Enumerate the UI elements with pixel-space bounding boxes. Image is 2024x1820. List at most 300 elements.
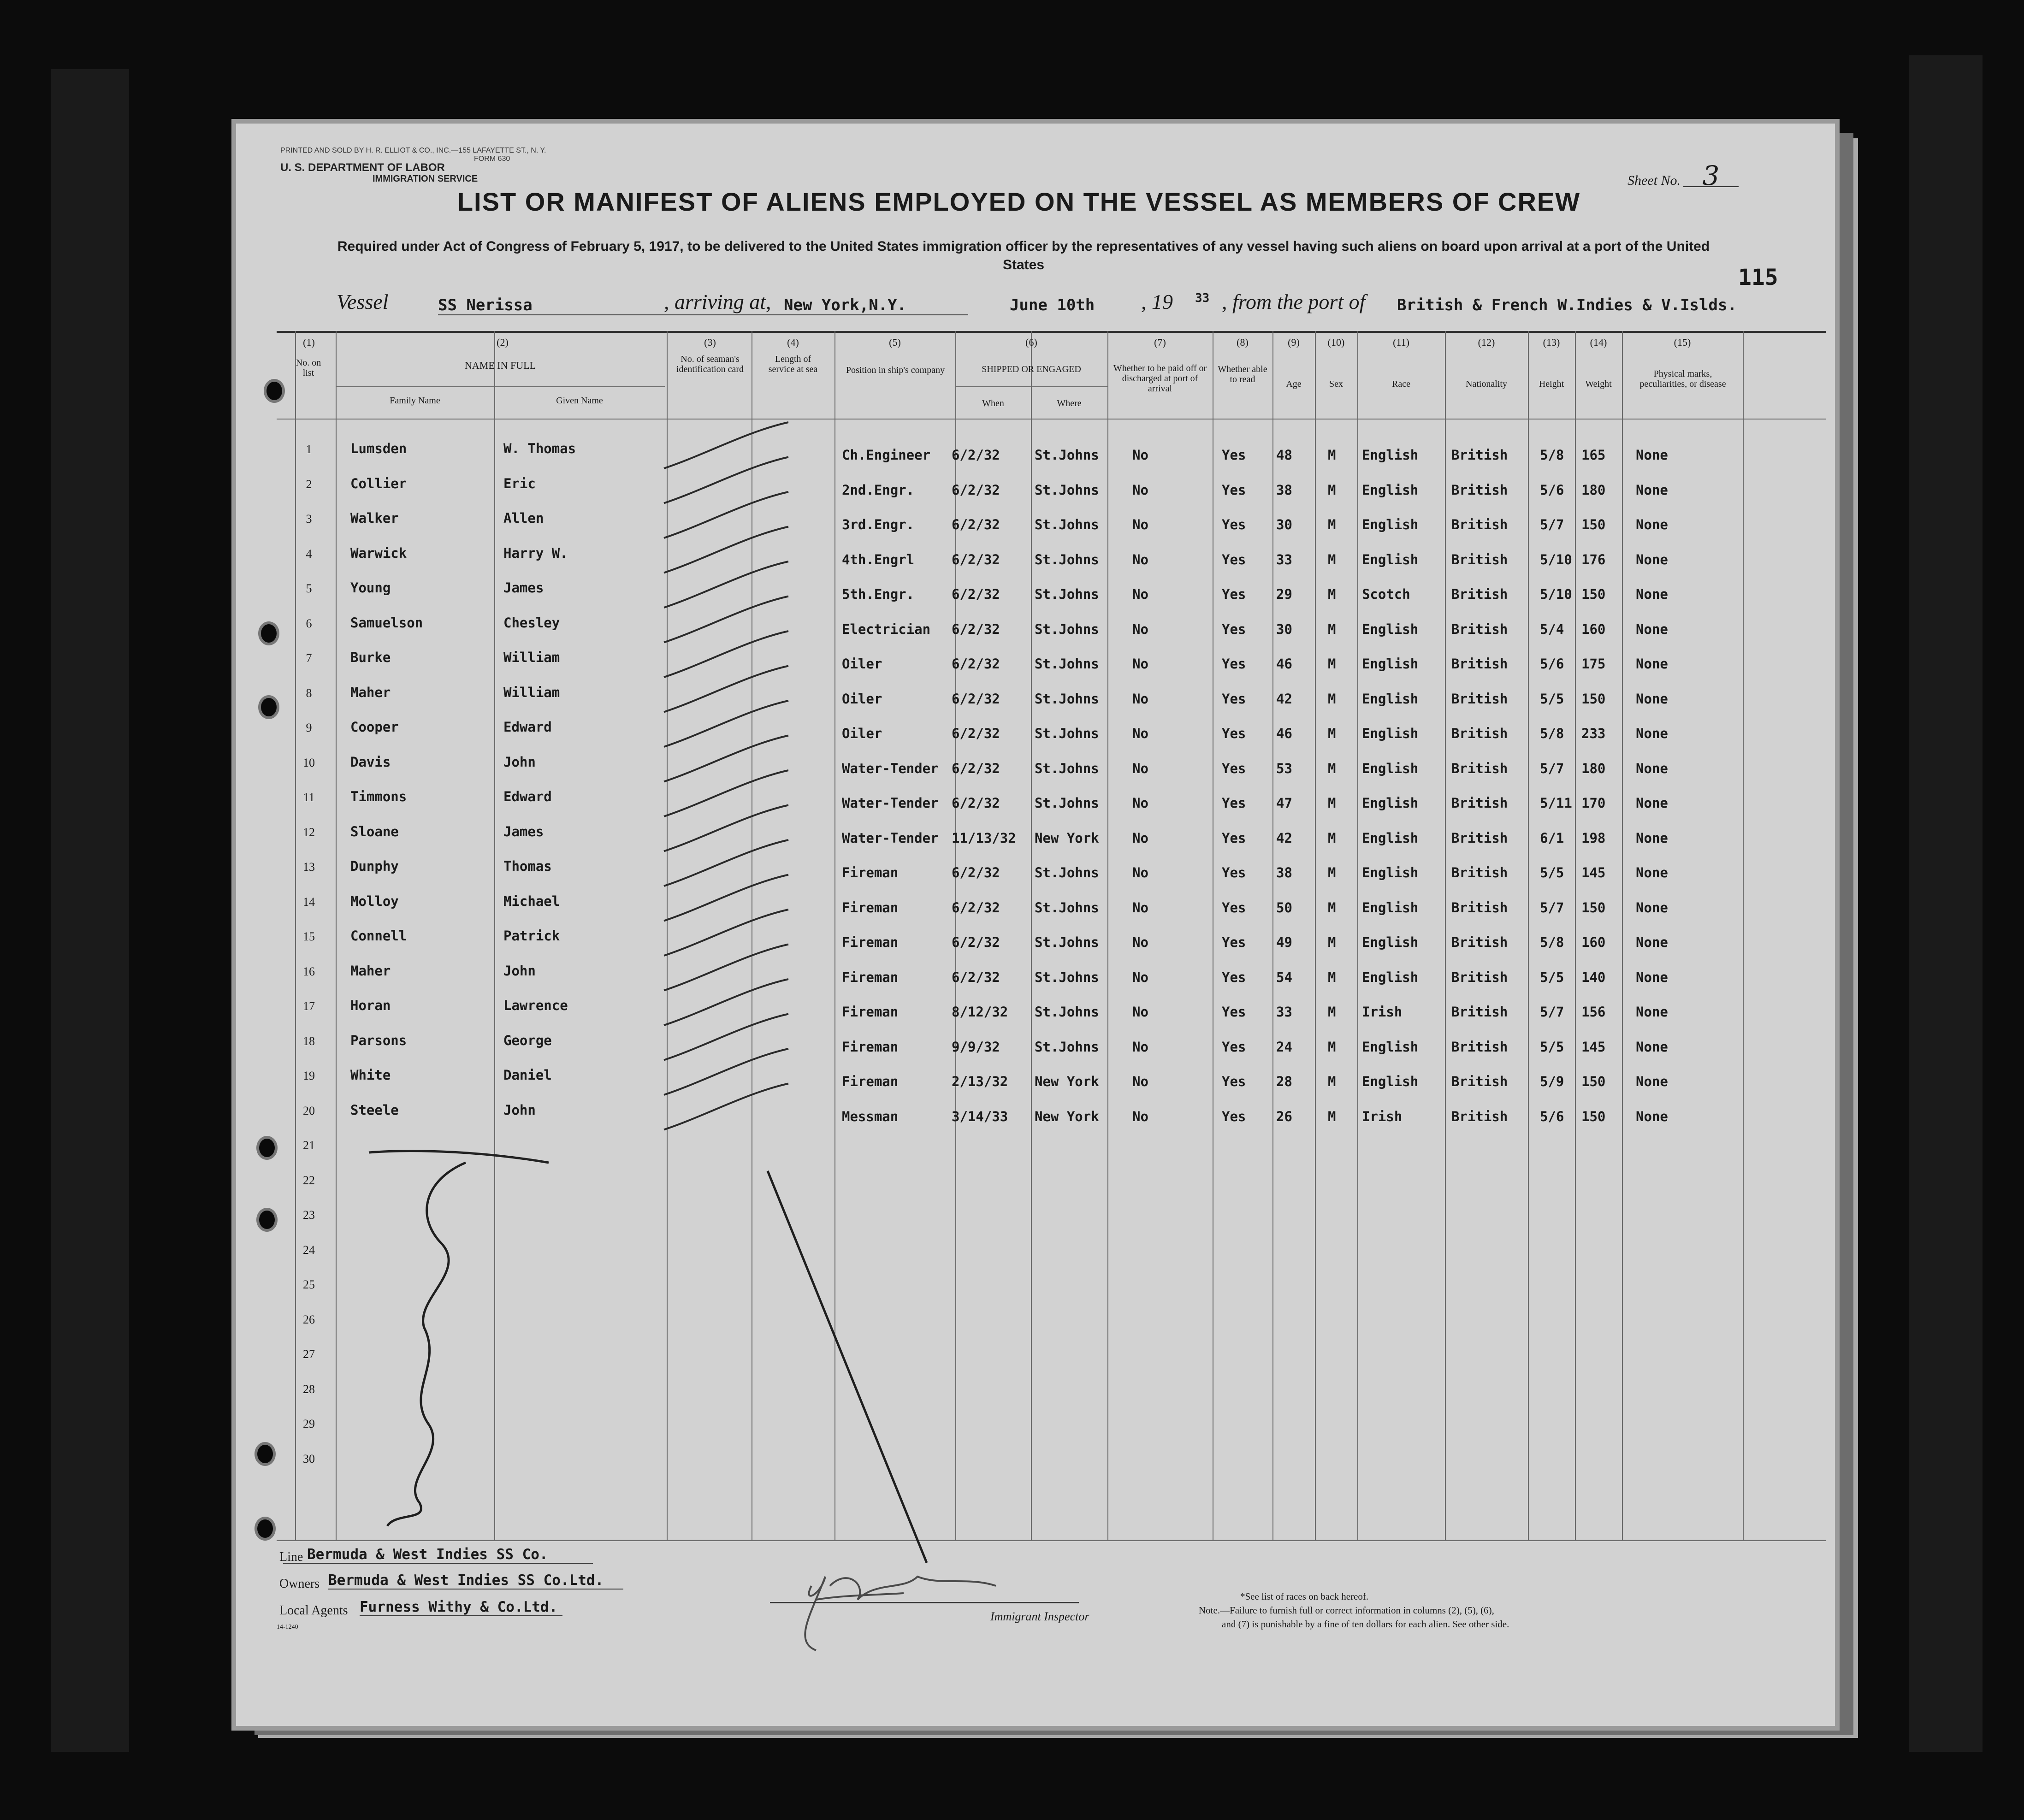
row-number: 18 bbox=[303, 1034, 315, 1048]
cell-read: Yes bbox=[1222, 656, 1246, 672]
cell-weight: 165 bbox=[1581, 447, 1606, 463]
cell-where: St.Johns bbox=[1035, 1004, 1099, 1020]
cell-sex: M bbox=[1328, 726, 1336, 741]
cell-given: W. Thomas bbox=[503, 441, 576, 456]
cell-age: 30 bbox=[1276, 517, 1292, 532]
row-number-empty: 26 bbox=[303, 1312, 315, 1326]
cell-read: Yes bbox=[1222, 760, 1246, 776]
colnum-15: (15) bbox=[1674, 337, 1691, 348]
cell-when: 6/2/32 bbox=[952, 482, 1000, 498]
cell-age: 42 bbox=[1276, 830, 1292, 846]
header-height: Height bbox=[1539, 379, 1564, 389]
page-number: 115 bbox=[1738, 265, 1778, 290]
form-number: FORM 630 bbox=[474, 155, 510, 163]
cell-family: Timmons bbox=[350, 789, 407, 804]
row-number-empty: 28 bbox=[303, 1382, 315, 1396]
cell-weight: 145 bbox=[1581, 865, 1606, 880]
cell-marks: None bbox=[1636, 1074, 1668, 1089]
cell-given: James bbox=[503, 580, 544, 596]
cell-position: 2nd.Engr. bbox=[842, 482, 915, 498]
cell-given: Eric bbox=[503, 475, 536, 491]
cell-sex: M bbox=[1328, 795, 1336, 811]
colnum-4: (4) bbox=[787, 337, 799, 348]
cell-weight: 180 bbox=[1581, 760, 1606, 776]
cell-position: Water-Tender bbox=[842, 830, 939, 846]
cell-sex: M bbox=[1328, 551, 1336, 567]
cell-race: English bbox=[1362, 517, 1419, 532]
row-number: 17 bbox=[303, 999, 315, 1013]
header-family-name: Family Name bbox=[390, 396, 440, 406]
owners-value: Bermuda & West Indies SS Co.Ltd. bbox=[328, 1572, 623, 1590]
cell-weight: 160 bbox=[1581, 934, 1606, 950]
cell-given: John bbox=[503, 963, 536, 979]
cell-age: 42 bbox=[1276, 691, 1292, 707]
signature-line bbox=[770, 1602, 1079, 1603]
cell-when: 11/13/32 bbox=[952, 830, 1016, 846]
cell-read: Yes bbox=[1222, 447, 1246, 463]
row-number: 14 bbox=[303, 895, 315, 909]
cell-weight: 150 bbox=[1581, 517, 1606, 532]
cell-weight: 156 bbox=[1581, 1004, 1606, 1020]
cell-race: Irish bbox=[1362, 1108, 1403, 1124]
cell-sex: M bbox=[1328, 1004, 1336, 1020]
cell-given: Michael bbox=[503, 893, 560, 909]
cell-read: Yes bbox=[1222, 1074, 1246, 1089]
cell-given: Allen bbox=[503, 510, 544, 526]
cell-height: 5/5 bbox=[1540, 865, 1564, 880]
cell-read: Yes bbox=[1222, 934, 1246, 950]
cell-sex: M bbox=[1328, 1074, 1336, 1089]
cell-weight: 176 bbox=[1581, 551, 1606, 567]
header-age: Age bbox=[1286, 379, 1302, 389]
header-sex: Sex bbox=[1329, 379, 1343, 389]
colnum-2: (2) bbox=[497, 337, 509, 348]
cell-where: St.Johns bbox=[1035, 969, 1099, 985]
cell-read: Yes bbox=[1222, 1108, 1246, 1124]
row-number: 3 bbox=[306, 512, 312, 526]
colnum-1: (1) bbox=[303, 337, 315, 348]
cell-sex: M bbox=[1328, 517, 1336, 532]
cell-age: 47 bbox=[1276, 795, 1292, 811]
cell-position: Oiler bbox=[842, 656, 882, 672]
cell-nat: British bbox=[1451, 795, 1508, 811]
cell-marks: None bbox=[1636, 726, 1668, 741]
cell-where: St.Johns bbox=[1035, 1039, 1099, 1055]
cell-family: Dunphy bbox=[350, 858, 399, 874]
cell-read: Yes bbox=[1222, 482, 1246, 498]
cell-nat: British bbox=[1451, 760, 1508, 776]
department-name: U. S. DEPARTMENT OF LABOR bbox=[280, 161, 445, 174]
cell-read: Yes bbox=[1222, 969, 1246, 985]
cell-read: Yes bbox=[1222, 551, 1246, 567]
line-label: Line bbox=[279, 1550, 303, 1564]
note-failure: Note.—Failure to furnish full or correct information in columns (2), (5), (6), bbox=[1199, 1605, 1494, 1616]
cell-family: Davis bbox=[350, 754, 391, 770]
header-name-in-full: NAME IN FULL bbox=[465, 360, 536, 371]
year-prefix: , 19 bbox=[1141, 290, 1173, 313]
cell-race: English bbox=[1362, 1074, 1419, 1089]
cell-nat: British bbox=[1451, 691, 1508, 707]
row-number: 9 bbox=[306, 721, 312, 734]
cell-age: 24 bbox=[1276, 1039, 1292, 1055]
sheet-number-label: Sheet No. bbox=[1627, 173, 1681, 188]
cell-where: St.Johns bbox=[1035, 586, 1099, 602]
cell-where: St.Johns bbox=[1035, 621, 1099, 637]
cell-when: 6/2/32 bbox=[952, 760, 1000, 776]
cell-marks: None bbox=[1636, 760, 1668, 776]
cell-marks: None bbox=[1636, 447, 1668, 463]
cell-height: 5/8 bbox=[1540, 934, 1564, 950]
page-title: LIST OR MANIFEST OF ALIENS EMPLOYED ON THE VESSEL AS MEMBERS OF CREW bbox=[457, 187, 1581, 216]
cell-marks: None bbox=[1636, 830, 1668, 846]
header-nationality: Nationality bbox=[1466, 379, 1507, 389]
arrival-date: June 10th bbox=[1010, 296, 1095, 314]
cell-race: Scotch bbox=[1362, 586, 1410, 602]
colnum-8: (8) bbox=[1237, 337, 1249, 348]
row-number: 8 bbox=[306, 686, 312, 700]
cell-read: Yes bbox=[1222, 795, 1246, 811]
cell-given: James bbox=[503, 823, 544, 839]
cell-paid: No bbox=[1132, 1074, 1148, 1089]
colnum-3: (3) bbox=[704, 337, 716, 348]
cell-when: 6/2/32 bbox=[952, 551, 1000, 567]
cell-height: 5/7 bbox=[1540, 899, 1564, 916]
cell-when: 6/2/32 bbox=[952, 899, 1000, 916]
row-number: 12 bbox=[303, 825, 315, 839]
cell-marks: None bbox=[1636, 1039, 1668, 1055]
row-number: 2 bbox=[306, 477, 312, 491]
vessel-name: SS Nerissa bbox=[438, 296, 968, 315]
arriving-label: , arriving at, bbox=[664, 290, 771, 313]
row-number: 20 bbox=[303, 1104, 315, 1117]
cell-marks: None bbox=[1636, 621, 1668, 637]
header-given-name: Given Name bbox=[556, 396, 603, 406]
cell-where: St.Johns bbox=[1035, 517, 1099, 532]
cell-sex: M bbox=[1328, 1039, 1336, 1055]
header-shipped: SHIPPED OR ENGAGED bbox=[982, 364, 1081, 374]
cell-weight: 160 bbox=[1581, 621, 1606, 637]
cell-nat: British bbox=[1451, 517, 1508, 532]
colnum-5: (5) bbox=[889, 337, 901, 348]
cell-position: Fireman bbox=[842, 969, 899, 985]
cell-family: Collier bbox=[350, 475, 407, 491]
cell-height: 5/10 bbox=[1540, 586, 1572, 602]
cell-race: English bbox=[1362, 969, 1419, 985]
cell-paid: No bbox=[1132, 656, 1148, 672]
header-able-read: Whether able to read bbox=[1218, 364, 1267, 384]
header-physical-marks: Physical marks, peculiarities, or disease bbox=[1639, 369, 1726, 389]
cell-age: 26 bbox=[1276, 1108, 1292, 1124]
cell-nat: British bbox=[1451, 1074, 1508, 1089]
cell-age: 29 bbox=[1276, 586, 1292, 602]
header-where: Where bbox=[1057, 398, 1082, 408]
cell-paid: No bbox=[1132, 899, 1148, 916]
cell-sex: M bbox=[1328, 586, 1336, 602]
row-number-empty: 30 bbox=[303, 1452, 315, 1465]
cell-when: 6/2/32 bbox=[952, 969, 1000, 985]
cell-weight: 180 bbox=[1581, 482, 1606, 498]
cell-family: Lumsden bbox=[350, 441, 407, 456]
cell-weight: 150 bbox=[1581, 691, 1606, 707]
header-paid-off: Whether to be paid off or discharged at port of arrival bbox=[1113, 363, 1207, 394]
cell-weight: 150 bbox=[1581, 586, 1606, 602]
inspector-signature bbox=[805, 1577, 996, 1650]
row-number-empty: 24 bbox=[303, 1243, 315, 1257]
cell-given: Edward bbox=[503, 789, 552, 804]
cell-age: 46 bbox=[1276, 726, 1292, 741]
from-port: British & French W.Indies & V.Islds. bbox=[1397, 296, 1737, 314]
cell-family: Steele bbox=[350, 1102, 399, 1118]
cell-race: English bbox=[1362, 934, 1419, 950]
cell-race: English bbox=[1362, 760, 1419, 776]
cell-height: 5/10 bbox=[1540, 551, 1572, 567]
row-number-empty: 23 bbox=[303, 1208, 315, 1222]
cell-position: 4th.Engrl bbox=[842, 551, 915, 567]
cell-sex: M bbox=[1328, 621, 1336, 637]
cell-position: Fireman bbox=[842, 1004, 899, 1020]
cell-age: 30 bbox=[1276, 621, 1292, 637]
header-race: Race bbox=[1392, 379, 1410, 389]
cell-age: 54 bbox=[1276, 969, 1292, 985]
cell-marks: None bbox=[1636, 691, 1668, 707]
cell-read: Yes bbox=[1222, 726, 1246, 741]
row-number-empty: 21 bbox=[303, 1139, 315, 1152]
cell-read: Yes bbox=[1222, 1039, 1246, 1055]
cell-family: Cooper bbox=[350, 719, 399, 735]
cell-when: 6/2/32 bbox=[952, 934, 1000, 950]
row-number: 4 bbox=[306, 547, 312, 561]
cell-race: English bbox=[1362, 656, 1419, 672]
cell-where: St.Johns bbox=[1035, 447, 1099, 463]
cell-when: 3/14/33 bbox=[952, 1108, 1008, 1124]
cell-paid: No bbox=[1132, 795, 1148, 811]
cell-height: 6/1 bbox=[1540, 830, 1564, 846]
header-weight: Weight bbox=[1585, 379, 1612, 389]
cell-position: Fireman bbox=[842, 865, 899, 880]
cell-where: New York bbox=[1035, 830, 1099, 846]
cell-given: Lawrence bbox=[503, 998, 568, 1013]
cell-when: 6/2/32 bbox=[952, 691, 1000, 707]
header-when: When bbox=[982, 398, 1004, 408]
cell-marks: None bbox=[1636, 1108, 1668, 1124]
cell-paid: No bbox=[1132, 691, 1148, 707]
year-suffix: 33 bbox=[1195, 291, 1210, 305]
colnum-6: (6) bbox=[1025, 337, 1037, 348]
cell-read: Yes bbox=[1222, 517, 1246, 532]
footer-note bbox=[1199, 1590, 1509, 1631]
printer-line: PRINTED AND SOLD BY H. R. ELLIOT & CO., INC.—155 LAFAYETTE ST., N. Y. bbox=[280, 147, 546, 154]
row-number: 13 bbox=[303, 860, 315, 874]
cell-paid: No bbox=[1132, 934, 1148, 950]
cell-position: Oiler bbox=[842, 726, 882, 741]
cell-when: 6/2/32 bbox=[952, 447, 1000, 463]
cell-race: English bbox=[1362, 795, 1419, 811]
cell-when: 2/13/32 bbox=[952, 1074, 1008, 1089]
cell-height: 5/7 bbox=[1540, 517, 1564, 532]
cell-given: Edward bbox=[503, 719, 552, 735]
cell-position: Ch.Engineer bbox=[842, 447, 931, 463]
cell-family: Connell bbox=[350, 928, 407, 944]
cell-marks: None bbox=[1636, 899, 1668, 916]
cell-nat: British bbox=[1451, 934, 1508, 950]
cell-height: 5/5 bbox=[1540, 1039, 1564, 1055]
cell-position: 5th.Engr. bbox=[842, 586, 915, 602]
cell-nat: British bbox=[1451, 899, 1508, 916]
cell-paid: No bbox=[1132, 969, 1148, 985]
owners-label: Owners bbox=[279, 1577, 320, 1591]
cell-height: 5/5 bbox=[1540, 691, 1564, 707]
cell-paid: No bbox=[1132, 760, 1148, 776]
cell-position: Fireman bbox=[842, 934, 899, 950]
cell-where: St.Johns bbox=[1035, 934, 1099, 950]
cell-race: English bbox=[1362, 899, 1419, 916]
cell-age: 53 bbox=[1276, 760, 1292, 776]
cell-where: St.Johns bbox=[1035, 551, 1099, 567]
cell-when: 6/2/32 bbox=[952, 586, 1000, 602]
cell-family: Samuelson bbox=[350, 615, 423, 631]
cell-given: William bbox=[503, 684, 560, 700]
row-number: 7 bbox=[306, 651, 312, 665]
colnum-10: (10) bbox=[1327, 337, 1345, 348]
row-number-empty: 29 bbox=[303, 1417, 315, 1430]
cell-position: Fireman bbox=[842, 1039, 899, 1055]
row-number: 1 bbox=[306, 443, 312, 456]
cell-paid: No bbox=[1132, 517, 1148, 532]
cell-family: Parsons bbox=[350, 1032, 407, 1048]
cell-height: 5/5 bbox=[1540, 969, 1564, 985]
cell-sex: M bbox=[1328, 656, 1336, 672]
cell-paid: No bbox=[1132, 551, 1148, 567]
diagonal-cancel-line bbox=[768, 1171, 927, 1563]
note-fine: and (7) is punishable by a fine of ten dollars for each alien. See other side. bbox=[1222, 1619, 1509, 1630]
cell-race: English bbox=[1362, 1039, 1419, 1055]
cell-weight: 150 bbox=[1581, 1074, 1606, 1089]
cell-age: 38 bbox=[1276, 482, 1292, 498]
agents-label: Local Agents bbox=[279, 1603, 348, 1618]
cell-position: Water-Tender bbox=[842, 760, 939, 776]
cell-position: Oiler bbox=[842, 691, 882, 707]
cell-sex: M bbox=[1328, 865, 1336, 880]
cell-height: 5/9 bbox=[1540, 1074, 1564, 1089]
cell-sex: M bbox=[1328, 1108, 1336, 1124]
cell-weight: 170 bbox=[1581, 795, 1606, 811]
cell-where: St.Johns bbox=[1035, 482, 1099, 498]
row-number-empty: 22 bbox=[303, 1173, 315, 1187]
cell-given: Patrick bbox=[503, 928, 560, 944]
cell-read: Yes bbox=[1222, 830, 1246, 846]
cell-height: 5/11 bbox=[1540, 795, 1572, 811]
cell-position: Fireman bbox=[842, 899, 899, 916]
cell-when: 6/2/32 bbox=[952, 726, 1000, 741]
cell-race: English bbox=[1362, 621, 1419, 637]
cell-weight: 198 bbox=[1581, 830, 1606, 846]
header-no-on-list: No. on list bbox=[296, 358, 321, 378]
cell-sex: M bbox=[1328, 691, 1336, 707]
cell-when: 6/2/32 bbox=[952, 865, 1000, 880]
cell-marks: None bbox=[1636, 586, 1668, 602]
cell-marks: None bbox=[1636, 656, 1668, 672]
colnum-14: (14) bbox=[1590, 337, 1607, 348]
cell-paid: No bbox=[1132, 621, 1148, 637]
cell-sex: M bbox=[1328, 482, 1336, 498]
cell-marks: None bbox=[1636, 969, 1668, 985]
cell-given: Thomas bbox=[503, 858, 552, 874]
service-name: IMMIGRATION SERVICE bbox=[373, 174, 478, 184]
cell-marks: None bbox=[1636, 934, 1668, 950]
cell-nat: British bbox=[1451, 586, 1508, 602]
cell-read: Yes bbox=[1222, 691, 1246, 707]
cell-race: Irish bbox=[1362, 1004, 1403, 1020]
cell-weight: 175 bbox=[1581, 656, 1606, 672]
cell-paid: No bbox=[1132, 1108, 1148, 1124]
cell-nat: British bbox=[1451, 621, 1508, 637]
cell-when: 9/9/32 bbox=[952, 1039, 1000, 1055]
from-label: , from the port of bbox=[1222, 290, 1366, 313]
cell-sex: M bbox=[1328, 830, 1336, 846]
header-seaman-card: No. of seaman's identification card bbox=[676, 354, 744, 374]
header-position: Position in ship's company bbox=[846, 365, 945, 375]
cell-race: English bbox=[1362, 447, 1419, 463]
cell-nat: British bbox=[1451, 865, 1508, 880]
cell-family: Sloane bbox=[350, 823, 399, 839]
cell-height: 5/7 bbox=[1540, 1004, 1564, 1020]
row-number-empty: 25 bbox=[303, 1278, 315, 1291]
cell-nat: British bbox=[1451, 1004, 1508, 1020]
row-number: 16 bbox=[303, 964, 315, 978]
cell-nat: British bbox=[1451, 656, 1508, 672]
cell-weight: 150 bbox=[1581, 899, 1606, 916]
cell-position: Electrician bbox=[842, 621, 931, 637]
row-number: 15 bbox=[303, 930, 315, 943]
cell-race: English bbox=[1362, 482, 1419, 498]
cell-sex: M bbox=[1328, 760, 1336, 776]
cell-age: 49 bbox=[1276, 934, 1292, 950]
cell-when: 8/12/32 bbox=[952, 1004, 1008, 1020]
cell-sex: M bbox=[1328, 899, 1336, 916]
cell-given: Harry W. bbox=[503, 545, 568, 561]
cell-given: Daniel bbox=[503, 1067, 552, 1083]
note-races: *See list of races on back hereof. bbox=[1240, 1591, 1369, 1602]
inspector-label: Immigrant Inspector bbox=[990, 1610, 1089, 1623]
colnum-13: (13) bbox=[1543, 337, 1560, 348]
cell-family: Maher bbox=[350, 684, 391, 700]
colnum-12: (12) bbox=[1478, 337, 1495, 348]
cell-race: English bbox=[1362, 691, 1419, 707]
cell-when: 6/2/32 bbox=[952, 517, 1000, 532]
cell-where: St.Johns bbox=[1035, 726, 1099, 741]
cell-marks: None bbox=[1636, 551, 1668, 567]
cell-when: 6/2/32 bbox=[952, 656, 1000, 672]
cell-position: Messman bbox=[842, 1108, 899, 1124]
cell-where: St.Johns bbox=[1035, 691, 1099, 707]
cell-nat: British bbox=[1451, 482, 1508, 498]
header-length-service: Length of service at sea bbox=[768, 354, 818, 374]
agents-value: Furness Withy & Co.Ltd. bbox=[360, 1599, 562, 1616]
cell-read: Yes bbox=[1222, 1004, 1246, 1020]
cell-read: Yes bbox=[1222, 586, 1246, 602]
cell-marks: None bbox=[1636, 795, 1668, 811]
cell-weight: 150 bbox=[1581, 1108, 1606, 1124]
cell-family: Maher bbox=[350, 963, 391, 979]
cell-race: English bbox=[1362, 551, 1419, 567]
cell-when: 6/2/32 bbox=[952, 795, 1000, 811]
cell-given: John bbox=[503, 754, 536, 770]
cell-given: Chesley bbox=[503, 615, 560, 631]
cell-where: St.Johns bbox=[1035, 760, 1099, 776]
cell-nat: British bbox=[1451, 447, 1508, 463]
cell-where: St.Johns bbox=[1035, 795, 1099, 811]
cell-position: Fireman bbox=[842, 1074, 899, 1089]
